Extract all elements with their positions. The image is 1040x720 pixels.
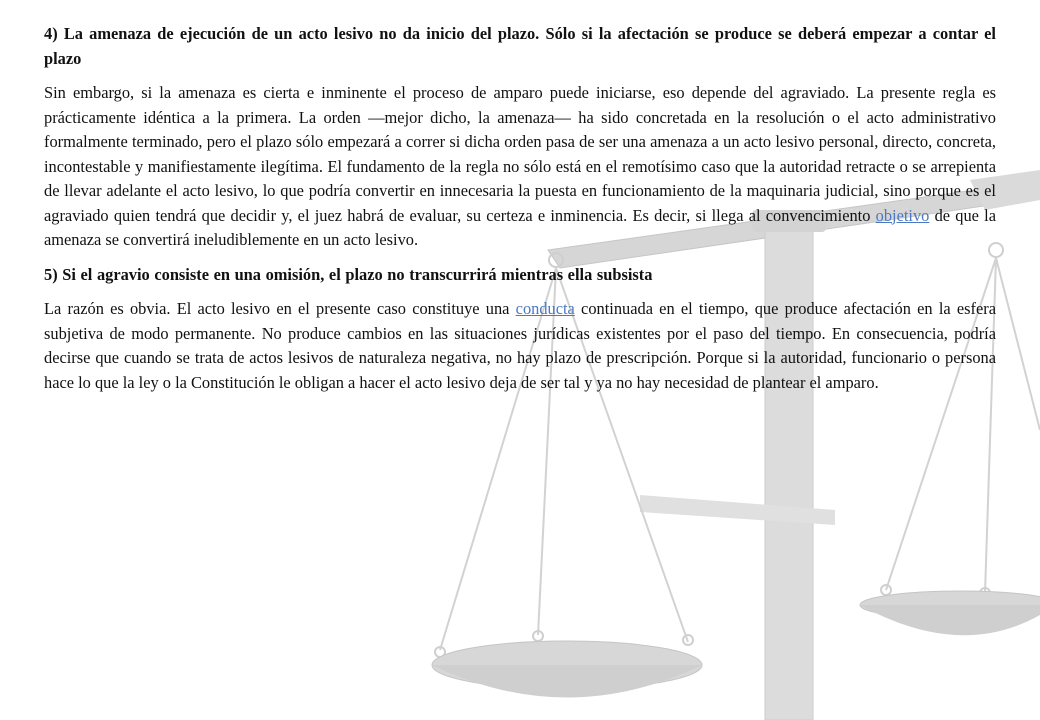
section-5-paragraph [44,297,996,395]
section-4-paragraph [44,81,996,253]
conducta-link[interactable]: conducta [515,299,575,318]
section-5-heading: 5) Si el agravio consiste en una omisión, el plazo no transcurrirá mientras ella subsista [44,264,653,284]
section-5-text-start: La razón es obvia. El acto lesivo en el presente caso constituye una [44,299,516,318]
section-5-text-end: continuada en el tiempo, que produce afectación en la esfera subjetiva de modo permanente. No produce cambios en las situaciones jurídicas existentes por el paso del tiempo. En consecuencia, podría decirse que cuando se trata de actos lesivos de naturaleza negativa, no hay plazo de prescripción. Porque si la autoridad, funcionario o persona hace lo que la ley o la Constitución le obligan a hacer el acto lesivo deja de ser tal y ya no hay necesidad de plantear el amparo. [44,299,996,392]
document-body [44,22,996,405]
section-4-text-start: Sin embargo, si la amenaza es cierta e inminente el proceso de amparo puede iniciarse, eso depende del agraviado. La presente regla es prácticamente idéntica a la primera. La orden —mejor dicho, la amenaza— ha sido concretada en la resolución o el acto administrativo formalmente terminado, pero el plazo sólo empezará a correr si dicha orden pasa de ser una amenaza a un acto lesivo personal, directo, concreta, incontestable y manifiestamente ilegítima. El fundamento de la regla no sólo está en el remotísimo caso que la autoridad retracte o se arrepienta de llevar adelante el acto lesivo, lo que podría convertir en innecesaria la puesta en funcionamiento de la maquinaria judicial, sino porque es el agraviado quien tendrá que decidir y, el juez habrá de evaluar, su certeza e inminencia. Es decir, si llega al convencimiento [44,83,996,225]
section-4-heading: 4) La amenaza de ejecución de un acto lesivo no da inicio del plazo. Sólo si la afectación se produce se deberá empezar a contar el plazo [44,24,996,68]
objetivo-link[interactable]: objetivo [875,205,930,225]
section-4-text-end: de que la amenaza se convertirá ineludiblemente en un acto lesivo. [44,205,996,249]
